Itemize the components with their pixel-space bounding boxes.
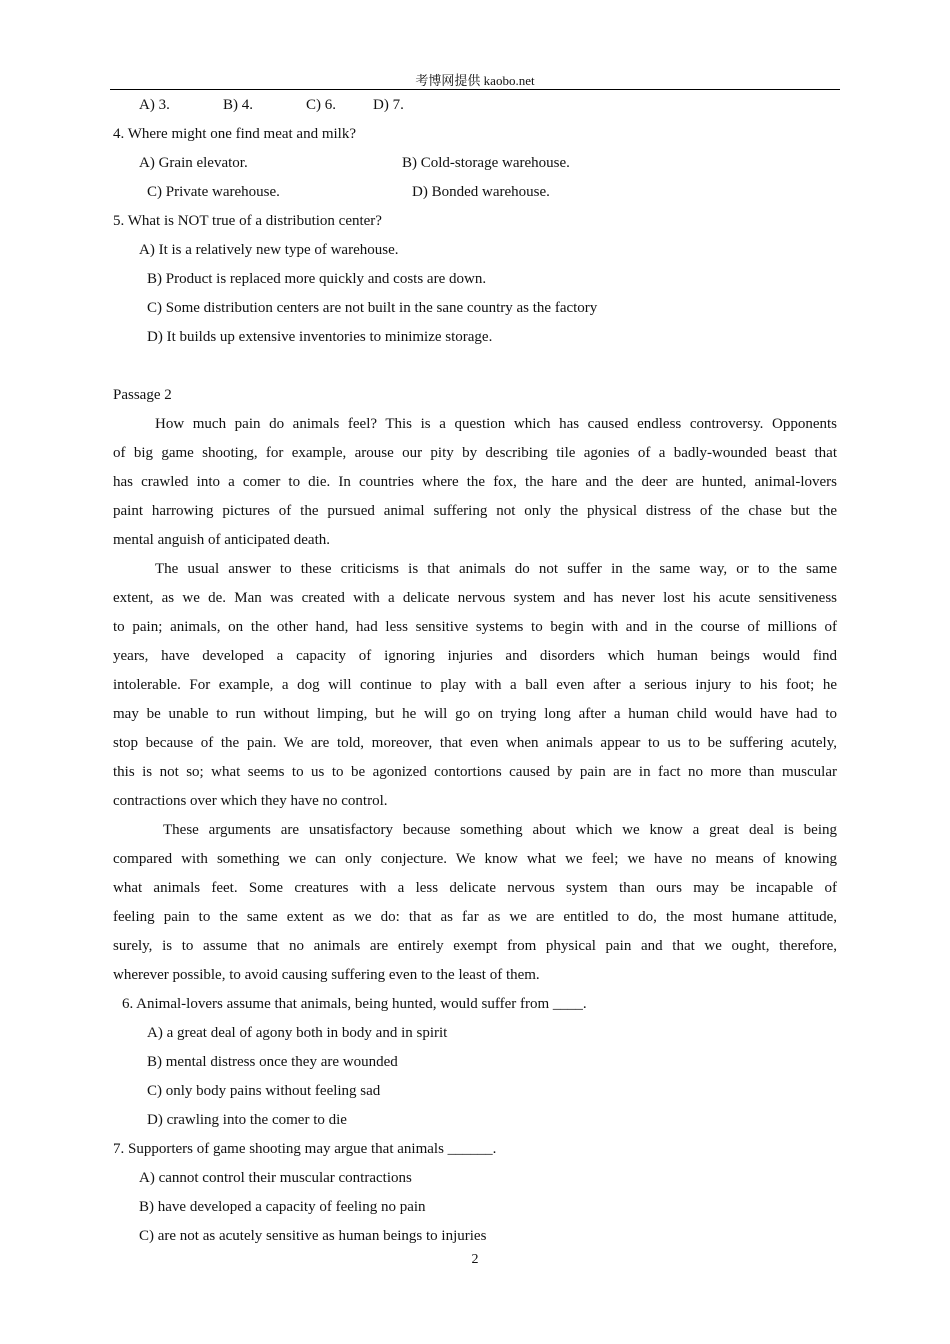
passage-line: How much pain do animals feel? This is a question which has caused endless controversy. Opponents xyxy=(155,416,837,432)
q4-option-a: A) Grain elevator. xyxy=(139,155,248,171)
q3-option-a: A) 3. xyxy=(139,97,170,113)
passage-line: The usual answer to these criticisms is that animals do not suffer in the same way, or to the same xyxy=(155,561,837,577)
q7-stem: 7. Supporters of game shooting may argue that animals ______. xyxy=(113,1141,497,1157)
q7-option-c: C) are not as acutely sensitive as human beings to injuries xyxy=(139,1228,487,1244)
q3-option-b: B) 4. xyxy=(223,97,253,113)
passage-line: of big game shooting, for example, arouse our pity by describing tile agonies of a badly-wounded beast that xyxy=(113,445,837,461)
q6-stem: 6. Animal-lovers assume that animals, being hunted, would suffer from ____. xyxy=(122,996,587,1012)
passage-line: to pain; animals, on the other hand, had less sensitive systems to begin with and in the course of millions of xyxy=(113,619,837,635)
passage-line: mental anguish of anticipated death. xyxy=(113,532,331,548)
q4-option-b: B) Cold-storage warehouse. xyxy=(402,155,570,171)
passage-line: compared with something we can only conjecture. We know what we feel; we have no means of knowing xyxy=(113,851,837,867)
q6-option-d: D) crawling into the comer to die xyxy=(147,1112,347,1128)
passage-line: what animals feet. Some creatures with a less delicate nervous system than ours may be incapable of xyxy=(113,880,837,896)
passage-line: feeling pain to the same extent as we do: that as far as we are entitled to do, the most humane attitude, xyxy=(113,909,837,925)
q5-option-b: B) Product is replaced more quickly and costs are down. xyxy=(147,271,487,287)
passage-line: contractions over which they have no control. xyxy=(113,793,388,809)
passage-line: paint harrowing pictures of the pursued animal suffering not only the physical distress of the chase but the xyxy=(113,503,837,519)
passage-line: intolerable. For example, a dog will continue to play with a ball even after a serious injury to his foot; he xyxy=(113,677,837,693)
passage-line: may be unable to run without limping, but he will go on trying long after a human child would have had to xyxy=(113,706,837,722)
passage-line: has crawled into a comer to die. In countries where the fox, the hare and the deer are hunted, animal-lovers xyxy=(113,474,837,490)
q6-option-a: A) a great deal of agony both in body and in spirit xyxy=(147,1025,448,1041)
q4-option-d: D) Bonded warehouse. xyxy=(412,184,550,200)
passage-line: wherever possible, to avoid causing suffering even to the least of them. xyxy=(113,967,540,983)
q4-option-c: C) Private warehouse. xyxy=(147,184,280,200)
q3-option-c: C) 6. xyxy=(306,97,336,113)
q7-option-a: A) cannot control their muscular contractions xyxy=(139,1170,412,1186)
q3-options xyxy=(139,95,404,115)
q3-option-d: D) 7. xyxy=(373,97,404,113)
q7-option-b: B) have developed a capacity of feeling no pain xyxy=(139,1199,426,1215)
passage-line: surely, is to assume that no animals are entirely exempt from physical pain and that we ought, therefore, xyxy=(113,938,837,954)
q5-stem: 5. What is NOT true of a distribution center? xyxy=(113,213,382,229)
q4-stem: 4. Where might one find meat and milk? xyxy=(113,126,356,142)
passage-line: years, have developed a capacity of ignoring injuries and disorders which human beings would find xyxy=(113,648,837,664)
q5-option-d: D) It builds up extensive inventories to minimize storage. xyxy=(147,329,493,345)
page-number: 2 xyxy=(471,1252,479,1267)
q6-option-c: C) only body pains without feeling sad xyxy=(147,1083,381,1099)
passage-line: this is not so; what seems to us to be agonized contortions caused by pain are in fact no more than muscular xyxy=(113,764,837,780)
page-header: 考博网提供 kaobo.net xyxy=(110,72,840,90)
q6-option-b: B) mental distress once they are wounded xyxy=(147,1054,398,1070)
q5-option-c: C) Some distribution centers are not built in the sane country as the factory xyxy=(147,300,598,316)
passage-title: Passage 2 xyxy=(113,387,172,403)
passage-line: These arguments are unsatisfactory because something about which we know a great deal is being xyxy=(163,822,837,838)
q5-option-a: A) It is a relatively new type of warehouse. xyxy=(139,242,399,258)
passage-line: extent, as we de. Man was created with a delicate nervous system and has never lost his acute sensitiveness xyxy=(113,590,837,606)
passage-line: stop because of the pain. We are told, moreover, that even when animals appear to us to be suffering acutely, xyxy=(113,735,837,751)
